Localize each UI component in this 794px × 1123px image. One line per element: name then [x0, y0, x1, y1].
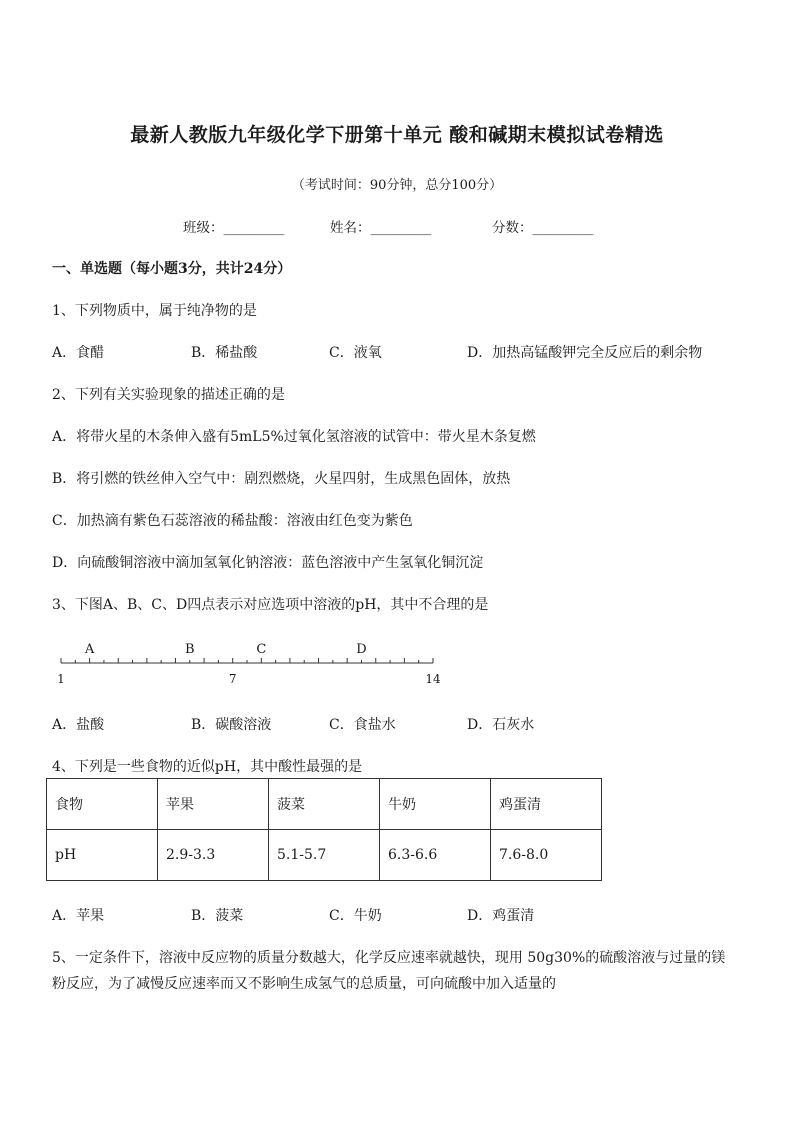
- q4-option-b[interactable]: B．菠菜: [191, 908, 244, 924]
- question-3-stem: 3、下图A、B、C、D四点表示对应选项中溶液的pH，其中不合理的是: [52, 597, 489, 613]
- table-row: [47, 830, 602, 881]
- class-field[interactable]: 班级：_________: [183, 220, 285, 236]
- table-cell: 牛奶: [380, 779, 491, 830]
- q1-option-a[interactable]: A．食醋: [52, 345, 105, 361]
- q3-option-d[interactable]: D．石灰水: [467, 717, 535, 733]
- q1-option-b[interactable]: B．稀盐酸: [191, 345, 258, 361]
- table-cell: 苹果: [158, 779, 269, 830]
- q4-option-c[interactable]: C．牛奶: [329, 908, 382, 924]
- q4-option-d[interactable]: D．鸡蛋清: [467, 908, 535, 924]
- q2-option-d[interactable]: D．向硫酸铜溶液中滴加氢氧化钠溶液：蓝色溶液中产生氢氧化铜沉淀: [52, 555, 484, 571]
- page-title: 最新人教版九年级化学下册第十单元 酸和碱期末模拟试卷精选: [130, 124, 664, 146]
- name-field[interactable]: 姓名：_________: [330, 220, 432, 236]
- q2-option-b[interactable]: B．将引燃的铁丝伸入空气中：剧烈燃烧，火星四射，生成黑色固体，放热: [52, 471, 511, 487]
- ph-tick-label: 7: [228, 672, 237, 686]
- score-field[interactable]: 分数：_________: [492, 220, 594, 236]
- table-header-row: [47, 779, 602, 830]
- table-cell: 鸡蛋清: [491, 779, 602, 830]
- q2-option-a[interactable]: A．将带火星的木条伸入盛有5mL5%过氧化氢溶液的试管中：带火星木条复燃: [52, 429, 536, 445]
- table-cell: 6.3-6.6: [380, 830, 491, 881]
- q3-option-c[interactable]: C．食盐水: [329, 717, 396, 733]
- ph-point-label-c: C: [256, 642, 267, 657]
- table-cell: 7.6-8.0: [491, 830, 602, 881]
- table-cell: 2.9-3.3: [158, 830, 269, 881]
- q3-option-b[interactable]: B．碳酸溶液: [191, 717, 272, 733]
- q1-option-c[interactable]: C．液氧: [329, 345, 382, 361]
- question-5-stem-line2: 粉反应，为了减慢反应速率而又不影响生成氢气的总质量，可向硫酸中加入适量的: [52, 976, 556, 992]
- ph-table: [46, 778, 602, 881]
- section-title: 一、单选题（每小题3分，共计24分）: [52, 261, 292, 277]
- question-2-stem: 2、下列有关实验现象的描述正确的是: [52, 387, 285, 403]
- ph-scale-diagram: [0, 630, 794, 690]
- q3-option-a[interactable]: A．盐酸: [52, 717, 105, 733]
- table-cell: 5.1-5.7: [269, 830, 380, 881]
- ph-tick-label: 14: [425, 672, 441, 686]
- question-4-stem: 4、下列是一些食物的近似pH，其中酸性最强的是: [52, 759, 363, 775]
- ph-point-label-b: B: [184, 642, 195, 657]
- table-cell: 食物: [47, 779, 158, 830]
- table-cell: pH: [47, 830, 158, 881]
- ph-tick-label: 1: [57, 672, 65, 686]
- question-1-stem: 1、下列物质中，属于纯净物的是: [52, 303, 257, 319]
- q1-option-d[interactable]: D．加热高锰酸钾完全反应后的剩余物: [467, 345, 703, 361]
- question-5-stem-line1: 5、一定条件下，溶液中反应物的质量分数越大，化学反应速率就越快，现用 50g30%的硫酸溶液与过量的镁: [52, 950, 726, 966]
- ph-point-label-a: A: [84, 642, 95, 657]
- q2-option-c[interactable]: C．加热滴有紫色石蕊溶液的稀盐酸：溶液由红色变为紫色: [52, 513, 413, 529]
- q4-option-a[interactable]: A．苹果: [52, 908, 105, 924]
- table-cell: 菠菜: [269, 779, 380, 830]
- exam-subtitle: （考试时间：90分钟，总分100分）: [291, 178, 503, 193]
- ph-point-label-d: D: [356, 642, 367, 657]
